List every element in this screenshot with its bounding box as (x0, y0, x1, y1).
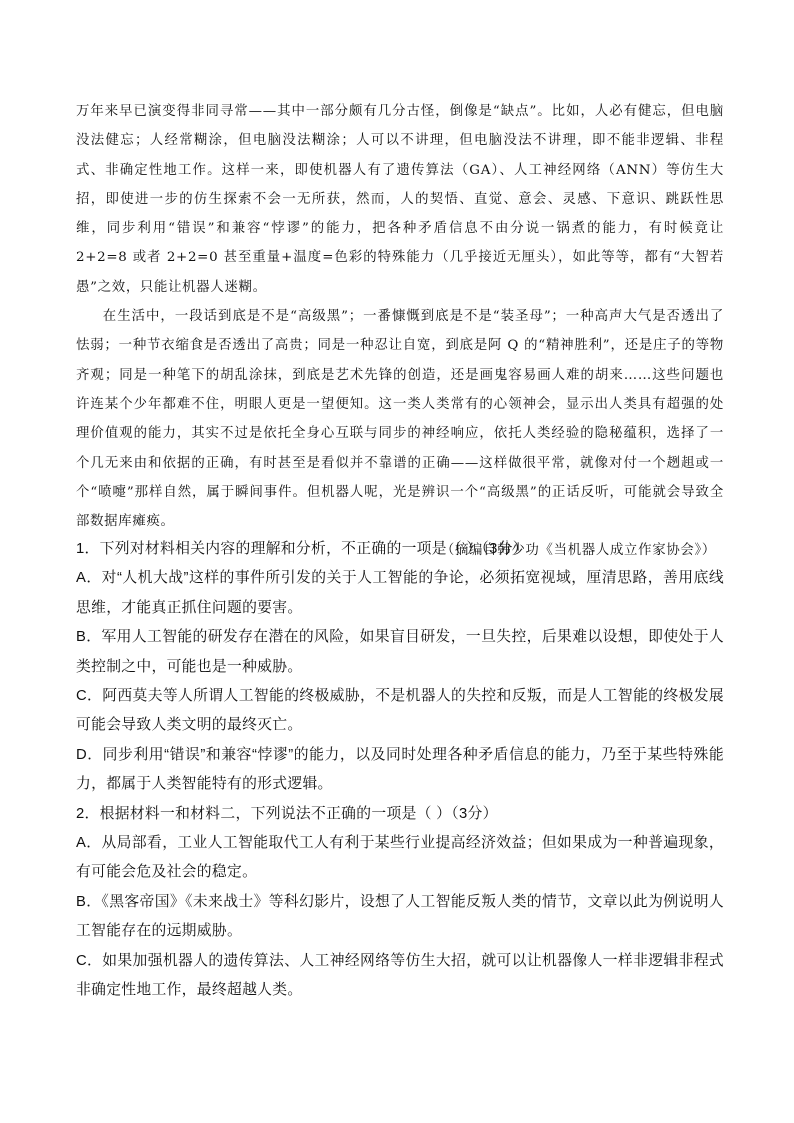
question-section (76, 535, 724, 1006)
question-stem: 1．下列对材料相关内容的理解和分析，不正确的一项是（ ）（3分） (76, 541, 528, 557)
passage-source: （摘编自韩少功《当机器人成立作家协会》） (440, 543, 716, 559)
question-option: D．同步利用“错误”和兼容“悖谬”的能力，以及同时处理各种矛盾信息的能力，乃至于某些特殊能力，都属于人类智能特有的形式逻辑。 (76, 746, 724, 793)
reading-passage (76, 97, 724, 566)
question-stem: 2．根据材料一和材料二，下列说法不正确的一项是（ ）（3分） (76, 805, 498, 822)
question-option: C．如果加强机器人的遗传算法、人工神经网络等仿生大招，就可以让机器像人一样非逻辑非程式非确定性地工作，最终超越人类。 (76, 952, 724, 999)
question-option: B．军用人工智能的研发存在潜在的风险，如果盲目研发，一旦失控，后果难以设想，即使处于人类控制之中，可能也是一种威胁。 (76, 629, 724, 675)
passage-paragraph: 万年来早已演变得非同寻常——其中一部分颇有几分古怪，倒像是“缺点”。比如，人必有健忘，但电脑没法健忘；人经常糊涂，但电脑没法糊涂；人可以不讲理，但电脑没法不讲理，即不能非逻辑、非程式、非确定性地工作。这样一来，即使机器人有了遗传算法（GA）、人工神经网络（ANN）等仿生大招，即使进一步的仿生探索不会一无所获，然而，人的契悟、直觉、意会、灵感、下意识、跳跃性思维，同步利用“错误”和兼容“悖谬”的能力，把各种矛盾信息不由分说一锅煮的能力，有时候竟让 2+2=8 或者 2+2=0 甚至重量+温度=色彩的特殊能力（几乎接近无厘头），如此等等，都有“大智若愚”之效，只能让机器人迷糊。 (76, 104, 724, 295)
question-option: B．《黑客帝国》《未来战士》等科幻影片，设想了人工智能反叛人类的情节，文章以此为例说明人工智能存在的远期威胁。 (76, 893, 724, 940)
passage-paragraph: 在生活中，一段话到底是不是“高级黑”；一番慷慨到底是不是“装圣母”；一种高声大气是否透出了怯弱；一种节衣缩食是否透出了高贵；同是一种忍让自宽，到底是阿 Q 的“精神胜利”，还是庄子的等物齐观；同是一种笔下的胡乱涂抹，到底是艺术先锋的创造，还是画鬼容易画人难的胡来……这些问题也许连某个少年都难不住，明眼人更是一望便知。这一类人类常有的心领神会，显示出人类具有超强的处理价值观的能力，其实不过是依托全身心互联与同步的神经响应，依托人类经验的隐秘蕴积，选择了一个几无来由和依据的正确，有时甚至是看似并不靠谱的正确——这样做很平常，就像对付一个趔趄或一个“喷嚏”那样自然，属于瞬间事件。但机器人呢，光是辨识一个“高级黑”的正话反听，可能就会导致全部数据库瘫痪。 (76, 309, 724, 530)
question-option: A．对“人机大战”这样的事件所引发的关于人工智能的争论，必须拓宽视域，厘清思路，善用底线思维，才能真正抓住问题的要害。 (76, 570, 724, 616)
question-option: C．阿西莫夫等人所谓人工智能的终极威胁，不是机器人的失控和反叛，而是人工智能的终极发展可能会导致人类文明的最终灭亡。 (76, 688, 724, 734)
question-option: A．从局部看，工业人工智能取代工人有利于某些行业提高经济效益；但如果成为一种普遍现象，有可能会危及社会的稳定。 (76, 835, 724, 881)
